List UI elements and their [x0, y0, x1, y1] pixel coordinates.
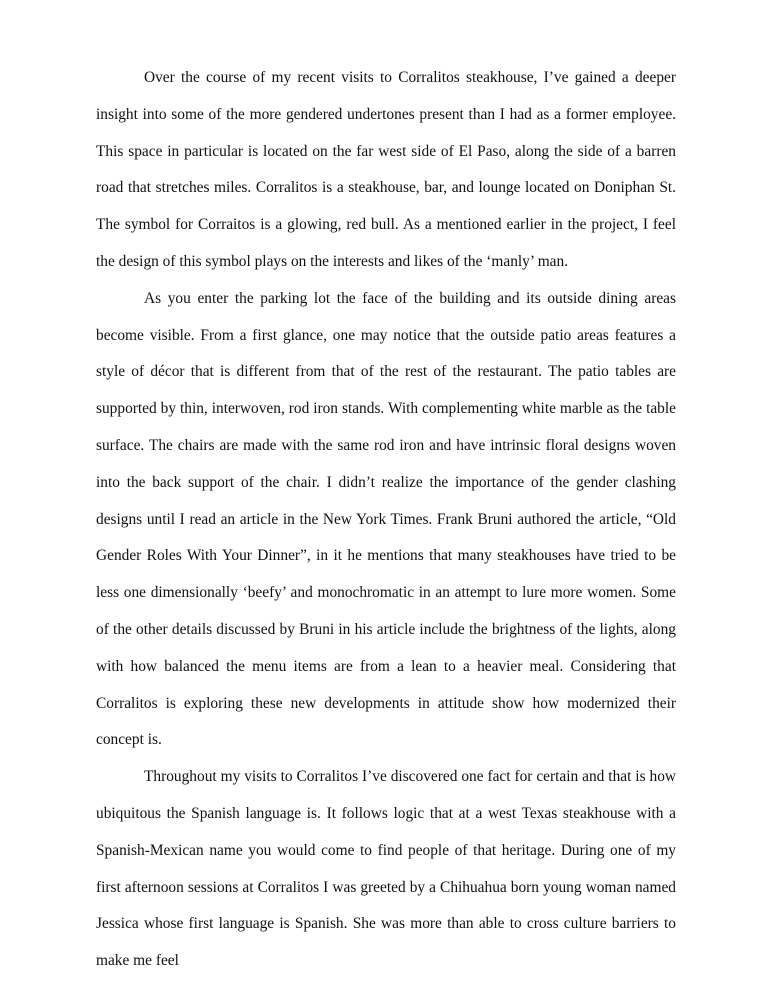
paragraph-2: As you enter the parking lot the face of the building and its outside dining areas become visible. From a first glance, one may notice that the outside patio areas features a style of décor that is different from that of the rest of the restaurant. The patio tables are supported by thin, interwoven, rod iron stands. With complementing white marble as the table surface. The chairs are made with the same rod iron and have intrinsic floral designs woven into the back support of the chair. I didn’t realize the importance of the gender clashing designs until I read an article in the New York Times. Frank Bruni authored the article, “Old Gender Roles With Your Dinner”, in it he mentions that many steakhouses have tried to be less one dimensionally ‘beefy’ and monochromatic in an attempt to lure more women. Some of the other details discussed by Bruni in his article include the brightness of the lights, along with how balanced the menu items are from a lean to a heavier meal. Considering that Corralitos is exploring these new developments in attitude show how modernized their concept is. [96, 289, 676, 749]
paragraph-3: Throughout my visits to Corralitos I’ve discovered one fact for certain and that is how ubiquitous the Spanish language is. It follows logic that at a west Texas steakhouse with a Spanish-Mexican name you would come to find people of that heritage. During one of my first afternoon sessions at Corralitos I was greeted by a Chihuahua born young woman named Jessica whose first language is Spanish. She was more than able to cross culture barriers to make me feel [96, 768, 676, 970]
document-body [96, 60, 676, 980]
paragraph-1: Over the course of my recent visits to Corralitos steakhouse, I’ve gained a deeper insight into some of the more gendered undertones present than I had as a former employee. This space in particular is located on the far west side of El Paso, along the side of a barren road that stretches miles. Corralitos is a steakhouse, bar, and lounge located on Doniphan St. The symbol for Corraitos is a glowing, red bull. As a mentioned earlier in the project, I feel the design of this symbol plays on the interests and likes of the ‘manly’ man. [96, 69, 676, 270]
